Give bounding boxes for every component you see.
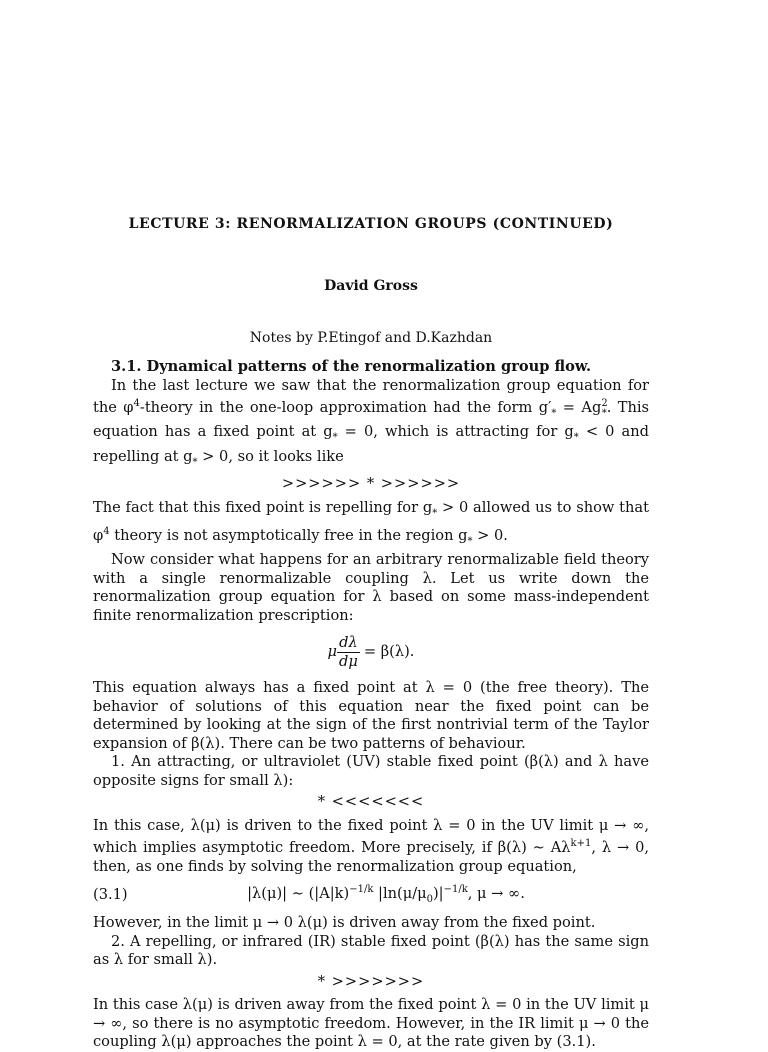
fraction-denominator: dμ bbox=[339, 652, 358, 670]
paragraph-5: 1. An attracting, or ultraviolet (UV) stable fixed point (β(λ) and λ have opposite signs for small λ): bbox=[93, 753, 649, 789]
equation-mu: μ bbox=[327, 643, 338, 660]
equation-body: |λ(μ)| ∼ $(|A|k)^{-1/k}$ $|\ln(\mu/\mu_0)|^{-1/k}$, μ → ∞. bbox=[247, 883, 525, 905]
paragraph-9: In this case λ(μ) is driven away from the fixed point λ = 0 in the UV limit μ → ∞, so there is no asymptotic freedom. However, in the IR limit μ → 0 the coupling λ(μ) approaches the point λ = 0, at the rate given by (3.1). bbox=[93, 996, 649, 1051]
paragraph-6: In this case, λ(μ) is driven to the fixed point λ = 0 in the UV limit μ → ∞, which implies asymptotic freedom. More precisely, if β(λ) ∼ $A\lambda^{k+1}$, λ → 0, then, as one finds by solving the renormalization group equation, bbox=[93, 816, 649, 875]
equation-fraction bbox=[337, 634, 360, 671]
paragraph-4: This equation always has a fixed point at λ = 0 (the free theory). The behavior of solutions of this equation near the fixed point can be determined by looking at the sign of the first nontrivial term of the Taylor expansion of β(λ). There can be two patterns of behaviour. bbox=[93, 679, 649, 752]
paragraph-7: However, in the limit μ → 0 λ(μ) is driven away from the fixed point. bbox=[93, 914, 596, 932]
fraction-numerator: dλ bbox=[339, 633, 358, 651]
flow-diagram-2: * <<<<<<< bbox=[317, 793, 425, 811]
paragraph-2: The fact that this fixed point is repelling for $g_* > 0$ allowed us to show that $\varphi^4$ theory is not asymptotically free in the region $g_* > 0$. bbox=[93, 498, 649, 547]
paper-body bbox=[93, 358, 649, 1052]
paragraph-1: In the last lecture we saw that the renormalization group equation for the $\varphi^4$-theory in the one-loop approximation had the form $g'_* = Ag^2_*$. This equation has a fixed point at $g_* = 0$, which is attracting for $g_* < 0$ and repelling at $g_* > 0$, so it looks like bbox=[93, 376, 650, 468]
equation-rhs: = β(λ). bbox=[363, 643, 415, 660]
notes-credit: Notes by P.Etingof and D.Kazhdan bbox=[249, 330, 493, 346]
equation-label: (3.1) bbox=[93, 885, 128, 903]
equation-main bbox=[93, 629, 649, 675]
flow-diagram-1: >>>>>> * >>>>>> bbox=[281, 475, 461, 493]
flow-diagram-3: * >>>>>>> bbox=[317, 972, 425, 990]
paragraph-3: Now consider what happens for an arbitrary renormalizable field theory with a single renormalizable coupling λ. Let us write down the renormalization group equation for λ based on some mass-independent finite renormalization prescription: bbox=[93, 551, 649, 624]
author-name: David Gross bbox=[324, 278, 418, 294]
equation-3-1 bbox=[93, 878, 649, 912]
paragraph-8: 2. A repelling, or infrared (IR) stable fixed point (β(λ) has the same sign as λ for small λ). bbox=[93, 932, 649, 969]
lecture-title: LECTURE 3: RENORMALIZATION GROUPS (CONTINUED) bbox=[128, 216, 614, 232]
section-heading: 3.1. Dynamical patterns of the renormalization group flow. bbox=[111, 358, 592, 375]
